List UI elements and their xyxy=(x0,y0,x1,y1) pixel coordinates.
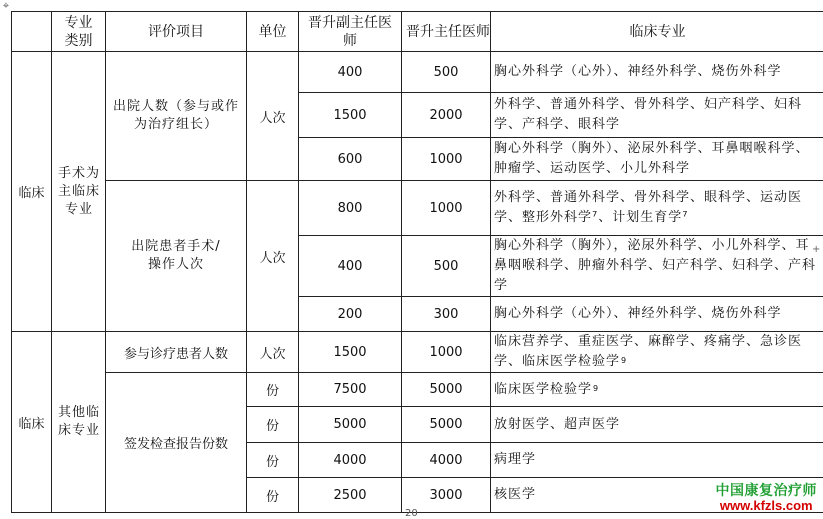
unit-cell: 份 xyxy=(247,443,299,478)
item-label-cell: 签发检查报告份数 xyxy=(106,373,247,513)
deputy-value: 2500 xyxy=(299,478,402,513)
specialty-cell: 胸心外科学（胸外），泌尿外科学、小儿外科学、耳鼻咽喉科学、肿瘤外科学、妇产科学、妇科学、产科学 xyxy=(491,236,823,297)
specialty-cell: 外科学、普通外科学、骨外科学、妇产科学、妇科学、产科学、眼科学 xyxy=(491,93,823,138)
header-blank xyxy=(12,12,52,52)
specialty-cell: 核医学 xyxy=(491,478,823,513)
table-row xyxy=(12,373,823,407)
header-unit: 单位 xyxy=(247,12,299,52)
table-move-handle-icon[interactable]: ⌖ xyxy=(0,0,12,12)
deputy-value: 400 xyxy=(299,52,402,93)
deputy-value: 400 xyxy=(299,236,402,297)
chief-value: 5000 xyxy=(402,407,491,443)
resize-handle-icon[interactable]: + xyxy=(812,244,820,255)
specialty-cell: 临床营养学、重症医学、麻醉学、疼痛学、急诊医学、临床医学检验学$^9$ xyxy=(491,332,823,373)
item-label-cell: 参与诊疗患者人数 xyxy=(106,332,247,373)
deputy-value: 1500 xyxy=(299,332,402,373)
chief-value: 500 xyxy=(402,236,491,297)
item-label-cell: 出院患者手术/操作人次 xyxy=(106,181,247,332)
chief-value: 2000 xyxy=(402,93,491,138)
deputy-value: 1500 xyxy=(299,93,402,138)
chief-value: 1000 xyxy=(402,181,491,236)
watermark-url: www.kfzls.com xyxy=(716,498,818,514)
specialty-cell: 胸心外科学（心外）、神经外科学、烧伤外科学 xyxy=(491,297,823,332)
item-label-cell: 出院人数（参与或作为治疗组长） xyxy=(106,52,247,181)
specialty-cell: 临床医学检验学$^9$ xyxy=(491,373,823,407)
specialty-cell: 放射医学、超声医学 xyxy=(491,407,823,443)
unit-cell: 人次 xyxy=(247,332,299,373)
unit-cell: 份 xyxy=(247,478,299,513)
watermark-title: 中国康复治疗师 xyxy=(716,482,818,498)
subcategory-cell: 手术为主临床专业 xyxy=(52,52,106,332)
chief-value: 5000 xyxy=(402,373,491,407)
subcategory-cell: 其他临床专业 xyxy=(52,332,106,513)
unit-cell: 份 xyxy=(247,407,299,443)
chief-value: 1000 xyxy=(402,138,491,181)
chief-value: 300 xyxy=(402,297,491,332)
category-cell: 临床 xyxy=(12,332,52,513)
unit-cell: 份 xyxy=(247,373,299,407)
deputy-value: 4000 xyxy=(299,443,402,478)
chief-value: 1000 xyxy=(402,332,491,373)
specialty-cell: 胸心外科学（心外）、神经外科学、烧伤外科学 xyxy=(491,52,823,93)
deputy-value: 600 xyxy=(299,138,402,181)
chief-value: 3000 xyxy=(402,478,491,513)
specialty-cell: 胸心外科学（胸外）、泌尿外科学、耳鼻咽喉科学、肿瘤学、运动医学、小儿外科学 xyxy=(491,138,823,181)
page-number: 20 xyxy=(405,509,418,519)
header-specialty: 临床专业 xyxy=(491,12,823,52)
table-row xyxy=(12,52,823,93)
site-watermark xyxy=(716,482,818,514)
evaluation-table xyxy=(11,11,823,513)
unit-cell: 人次 xyxy=(247,52,299,181)
deputy-value: 5000 xyxy=(299,407,402,443)
table-row xyxy=(12,181,823,236)
table-header-row xyxy=(12,12,823,52)
specialty-cell: 病理学 xyxy=(491,443,823,478)
specialty-cell: 外科学、普通外科学、骨外科学、眼科学、运动医学、整形外科学⁷、计划生育学⁷ xyxy=(491,181,823,236)
header-item: 评价项目 xyxy=(106,12,247,52)
deputy-value: 7500 xyxy=(299,373,402,407)
header-chief: 晋升主任医师 xyxy=(402,12,491,52)
deputy-value: 200 xyxy=(299,297,402,332)
chief-value: 500 xyxy=(402,52,491,93)
chief-value: 4000 xyxy=(402,443,491,478)
category-cell: 临床 xyxy=(12,52,52,332)
deputy-value: 800 xyxy=(299,181,402,236)
table-row xyxy=(12,332,823,373)
header-category: 专业类别 xyxy=(52,12,106,52)
unit-cell: 人次 xyxy=(247,181,299,332)
header-deputy: 晋升副主任医师 xyxy=(299,12,402,52)
